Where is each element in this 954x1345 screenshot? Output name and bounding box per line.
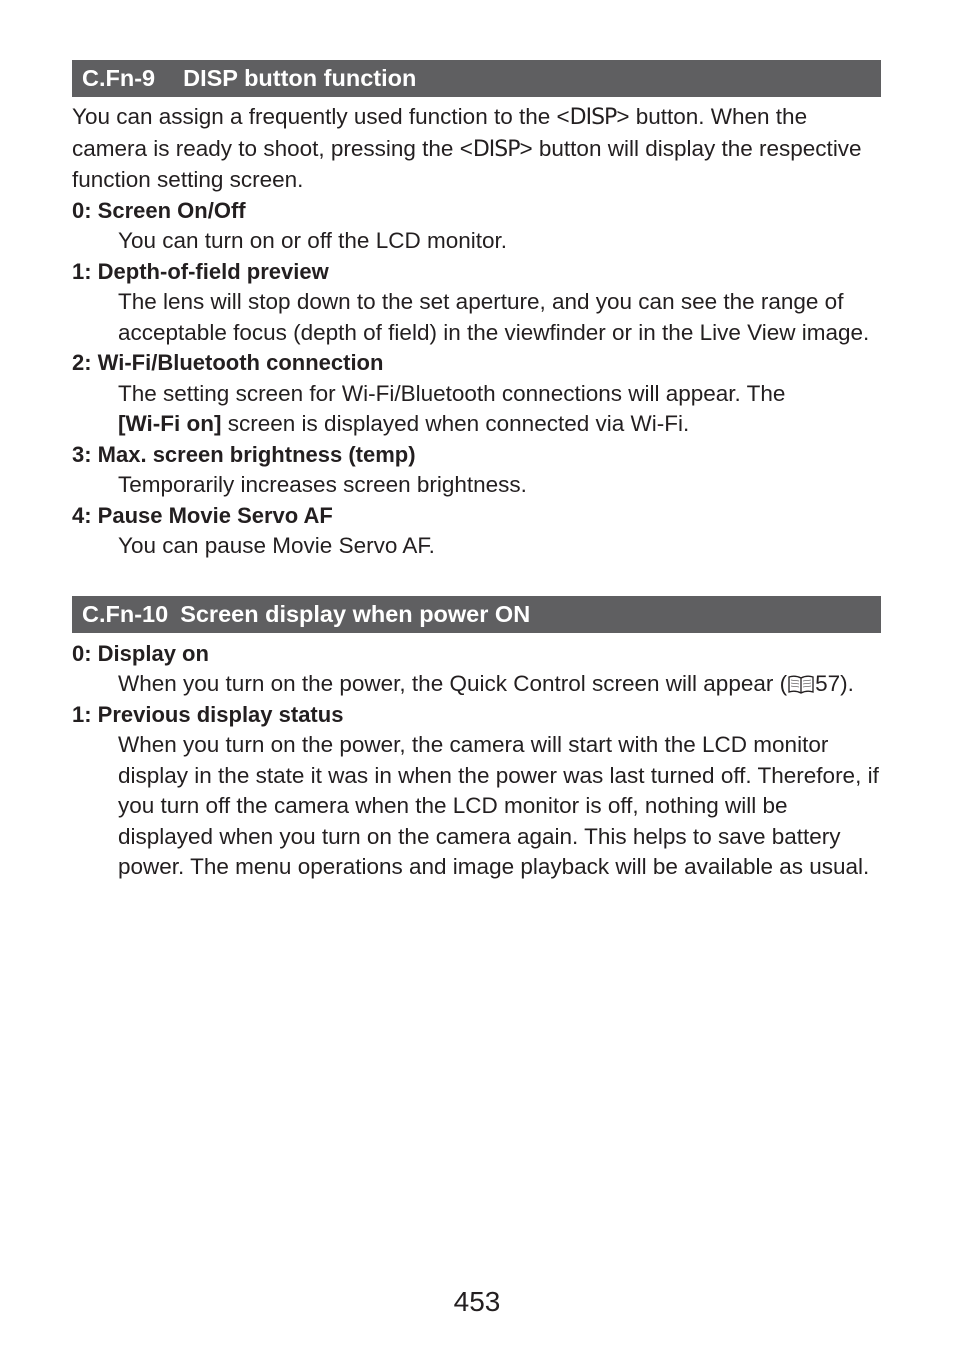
option-description: Temporarily increases screen brightness.	[118, 472, 527, 497]
disp-button-icon: DISP	[569, 105, 617, 130]
book-reference-icon	[787, 674, 815, 694]
option-display-on	[72, 639, 881, 700]
option-heading: 1: Previous display status	[72, 701, 344, 727]
option-1	[72, 257, 881, 349]
option-heading: 0: Display on	[72, 640, 209, 666]
option-heading: 4: Pause Movie Servo AF	[72, 502, 333, 528]
disp-button-icon: DISP	[472, 136, 520, 162]
option-heading: 2: Wi-Fi/Bluetooth connection	[72, 350, 384, 375]
intro-text-2: > button. When the camera is ready to shoot, pressing the <	[72, 104, 808, 161]
option-description: When you turn on the power, the camera will start with the LCD monitor display in the state it was in when the power was last turned off. Therefore, if you turn off the camera when the LCD monitor is off, nothing will be displayed when you turn on the camera again. This helps to save battery power. The menu operations and image playback will be available as usual.	[118, 732, 879, 879]
section-header-cfn10	[72, 596, 881, 633]
intro-text-3: > button will display the respective function setting screen.	[72, 135, 862, 192]
section-title: DISP button function	[183, 65, 417, 91]
option-3	[72, 440, 881, 501]
section-title: Screen display when power ON	[180, 600, 531, 627]
section-number: C.Fn-10	[82, 600, 169, 627]
option-0	[72, 196, 881, 257]
option-heading: 3: Max. screen brightness (temp)	[72, 441, 416, 467]
option-heading: 0: Screen On/Off	[72, 197, 246, 223]
option-4	[72, 501, 881, 562]
section-spacer	[72, 562, 881, 596]
page-number: 453	[453, 1286, 501, 1317]
page-reference[interactable]: 57	[815, 671, 841, 696]
option-description: The lens will stop down to the set aperture, and you can see the range of acceptable focus (depth of field) in the viewfinder or in the Live View image.	[118, 289, 870, 345]
option-description-text: When you turn on the power, the Quick Control screen will appear (	[118, 671, 788, 696]
section-number: C.Fn-9	[82, 65, 156, 91]
intro-paragraph	[72, 102, 881, 196]
option-description-end: ).	[840, 671, 854, 696]
option-2	[72, 348, 881, 440]
option-description	[72, 379, 881, 440]
option-description-text-2: screen is displayed when connected via Wi-Fi.	[221, 411, 690, 436]
page-content	[72, 60, 881, 883]
option-description	[72, 669, 881, 700]
option-heading: 1: Depth-of-field preview	[72, 258, 329, 284]
intro-text-1: You can assign a frequently used function to the <	[72, 104, 570, 129]
wifi-on-label: [Wi-Fi on]	[118, 411, 222, 436]
option-description-text: The setting screen for Wi-Fi/Bluetooth connections will appear. The	[118, 380, 786, 406]
option-description: You can pause Movie Servo AF.	[118, 533, 435, 558]
option-description: You can turn on or off the LCD monitor.	[118, 228, 507, 253]
section-header-cfn9	[72, 60, 881, 97]
option-previous-display	[72, 700, 881, 883]
